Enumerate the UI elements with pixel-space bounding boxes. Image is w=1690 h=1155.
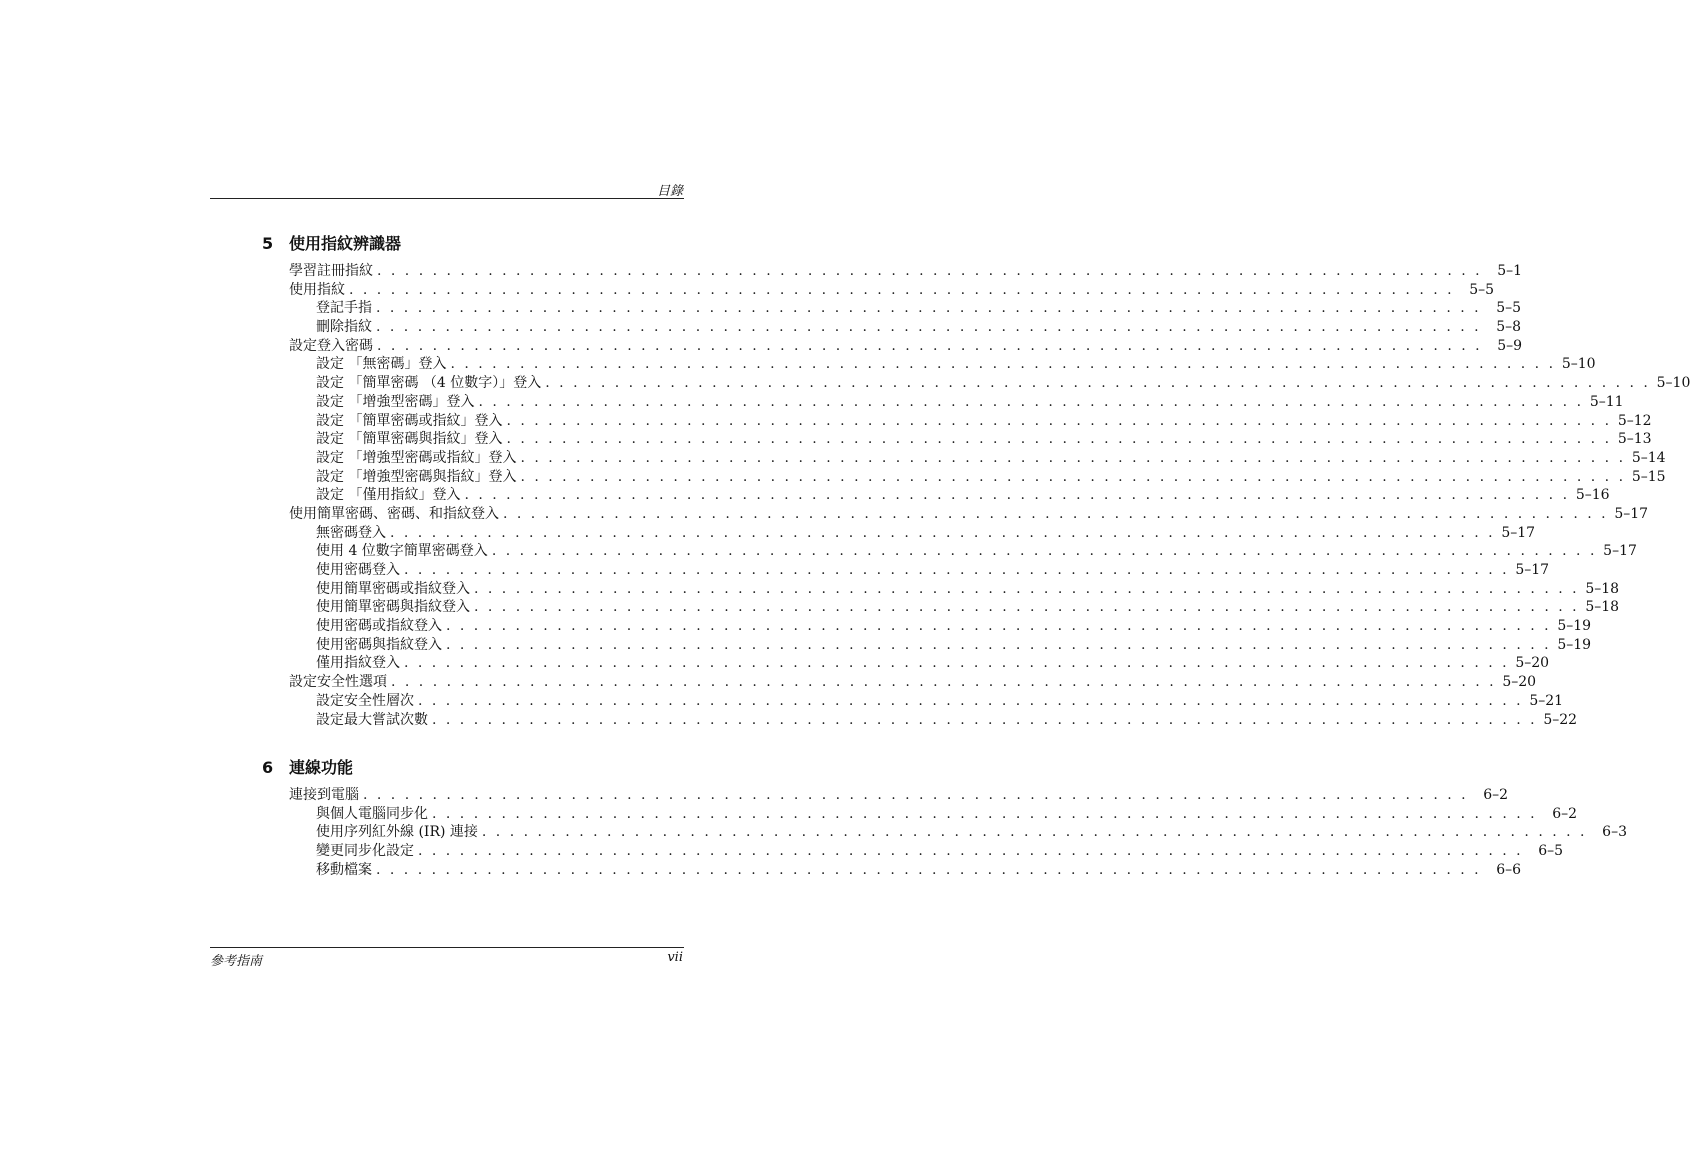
toc-entry-page: 6–3 xyxy=(1587,823,1627,842)
toc-entry-page: 5–16 xyxy=(1570,486,1610,505)
toc-entry-label: 連接到電腦 xyxy=(289,786,363,805)
toc-entry-page: 5–17 xyxy=(1608,505,1648,524)
toc-dot-leader: . . . . . . . . . . . . . . . . . . . . . . . . . . . . . . . . . . . . . . . . . . . . . . . . . . . . . . . . . . . . . . . . . . . . . . . . . . . . . . . . xyxy=(450,356,1556,373)
toc-entry[interactable] xyxy=(262,823,1627,842)
toc-entry[interactable] xyxy=(262,355,1596,374)
toc-entry-label: 變更同步化設定 xyxy=(316,842,418,861)
chapter-number: 6 xyxy=(262,758,274,777)
chapter-heading xyxy=(262,231,684,253)
toc-entry[interactable] xyxy=(262,430,1652,449)
toc-entry[interactable] xyxy=(262,262,1523,281)
toc-entry[interactable] xyxy=(262,786,1509,805)
toc-entry-page: 6–5 xyxy=(1523,842,1563,861)
toc-entry-page: 5–10 xyxy=(1650,374,1690,393)
toc-entry-label: 設定安全性選項 xyxy=(289,673,391,692)
toc-entry[interactable] xyxy=(262,711,1578,730)
toc-entry-page: 5–1 xyxy=(1482,262,1522,281)
toc-entry-page: 5–9 xyxy=(1482,337,1522,356)
toc-dot-leader: . . . . . . . . . . . . . . . . . . . . . . . . . . . . . . . . . . . . . . . . . . . . . . . . . . . . . . . . . . . . . . . . . . . . . . . . . . . . . . . . xyxy=(506,431,1612,448)
toc-entry[interactable] xyxy=(262,524,1536,543)
toc-entry[interactable] xyxy=(262,673,1537,692)
toc-entry-label: 使用密碼登入 xyxy=(316,561,404,580)
toc-entry-page: 5–17 xyxy=(1509,561,1549,580)
toc-entry-page: 5–17 xyxy=(1495,524,1535,543)
toc-dot-leader: . . . . . . . . . . . . . . . . . . . . . . . . . . . . . . . . . . . . . . . . . . . . . . . . . . . . . . . . . . . . . . . . . . . . . . . . . . . . . . . . xyxy=(446,618,1552,635)
toc-entry-label: 設定最大嘗試次數 xyxy=(316,711,432,730)
toc-dot-leader: . . . . . . . . . . . . . . . . . . . . . . . . . . . . . . . . . . . . . . . . . . . . . . . . . . . . . . . . . . . . . . . . . . . . . . . . . . . . . . . . xyxy=(418,692,1524,709)
toc-entry-page: 5–20 xyxy=(1496,673,1536,692)
toc-entry[interactable] xyxy=(262,505,1649,524)
running-header-title: 目錄 xyxy=(656,184,683,199)
toc-entry-label: 無密碼登入 xyxy=(316,524,390,543)
toc-entry-list xyxy=(262,262,1690,729)
toc-entry-page: 5–19 xyxy=(1551,617,1591,636)
header-rule xyxy=(210,198,684,199)
toc-entry-label: 使用密碼與指紋登入 xyxy=(316,636,446,655)
toc-dot-leader: . . . . . . . . . . . . . . . . . . . . . . . . . . . . . . . . . . . . . . . . . . . . . . . . . . . . . . . . . . . . . . . . . . . . . . . . . . . . . . . . xyxy=(491,543,1597,560)
toc-entry-page: 5–17 xyxy=(1597,542,1637,561)
toc-entry-page: 5–20 xyxy=(1509,654,1549,673)
toc-entry[interactable] xyxy=(262,299,1522,318)
toc-dot-leader: . . . . . . . . . . . . . . . . . . . . . . . . . . . . . . . . . . . . . . . . . . . . . . . . . . . . . . . . . . . . . . . . . . . . . . . . . . . . . . . . xyxy=(503,505,1609,522)
chapter-title: 連線功能 xyxy=(289,758,354,777)
chapter-number: 5 xyxy=(262,234,274,253)
toc-entry[interactable] xyxy=(262,598,1620,617)
toc-entry-label: 僅用指紋登入 xyxy=(316,654,404,673)
toc-dot-leader: . . . . . . . . . . . . . . . . . . . . . . . . . . . . . . . . . . . . . . . . . . . . . . . . . . . . . . . . . . . . . . . . . . . . . . . . . . . . . . . . xyxy=(376,319,1482,336)
toc-entry-label: 設定安全性層次 xyxy=(316,692,418,711)
toc-entry-list xyxy=(262,786,1627,879)
toc-entry[interactable] xyxy=(262,805,1578,824)
toc-dot-leader: . . . . . . . . . . . . . . . . . . . . . . . . . . . . . . . . . . . . . . . . . . . . . . . . . . . . . . . . . . . . . . . . . . . . . . . . . . . . . . . . xyxy=(418,843,1524,860)
toc-entry-label: 使用簡單密碼與指紋登入 xyxy=(316,598,474,617)
toc-dot-leader: . . . . . . . . . . . . . . . . . . . . . . . . . . . . . . . . . . . . . . . . . . . . . . . . . . . . . . . . . . . . . . . . . . . . . . . . . . . . . . . . xyxy=(404,562,1510,578)
toc-dot-leader: . . . . . . . . . . . . . . . . . . . . . . . . . . . . . . . . . . . . . . . . . . . . . . . . . . . . . . . . . . . . . . . . . . . . . . . . . . . . . . . . xyxy=(481,824,1587,841)
toc-entry-label: 使用序列紅外線 (IR) 連接 xyxy=(316,823,482,842)
toc-entry-page: 5–18 xyxy=(1579,598,1619,617)
toc-dot-leader: . . . . . . . . . . . . . . . . . . . . . . . . . . . . . . . . . . . . . . . . . . . . . . . . . . . . . . . . . . . . . . . . . . . . . . . . . . . . . . . . xyxy=(432,805,1538,822)
toc-entry-label: 設定 「僅用指紋」登入 xyxy=(316,486,464,505)
toc-dot-leader: . . . . . . . . . . . . . . . . . . . . . . . . . . . . . . . . . . . . . . . . . . . . . . . . . . . . . . . . . . . . . . . . . . . . . . . . . . . . . . . . xyxy=(464,487,1570,504)
toc-entry[interactable] xyxy=(262,486,1610,505)
toc-entry[interactable] xyxy=(262,580,1620,599)
toc-entry-label: 設定 「增強型密碼」登入 xyxy=(316,393,478,412)
toc-dot-leader: . . . . . . . . . . . . . . . . . . . . . . . . . . . . . . . . . . . . . . . . . . . . . . . . . . . . . . . . . . . . . . . . . . . . . . . . . . . . . . . . xyxy=(349,281,1455,298)
chapter-title: 使用指紋辨識器 xyxy=(289,234,402,253)
toc-entry[interactable] xyxy=(262,449,1666,468)
footer-book-title: 參考指南 xyxy=(210,954,263,969)
chapter-section xyxy=(262,231,1690,729)
toc-entry-label: 使用密碼或指紋登入 xyxy=(316,617,446,636)
toc-entry[interactable] xyxy=(262,468,1666,487)
toc-entry[interactable] xyxy=(262,561,1550,580)
toc-entry-label: 設定登入密碼 xyxy=(289,337,377,356)
toc-dot-leader: . . . . . . . . . . . . . . . . . . . . . . . . . . . . . . . . . . . . . . . . . . . . . . . . . . . . . . . . . . . . . . . . . . . . . . . . . . . . . . . . xyxy=(377,337,1483,354)
toc-entry-page: 5–10 xyxy=(1556,355,1596,374)
toc-entry-page: 6–2 xyxy=(1468,786,1508,805)
toc-entry-label: 設定 「簡單密碼與指紋」登入 xyxy=(316,430,506,449)
toc-entry-label: 移動檔案 xyxy=(316,861,376,880)
toc-dot-leader: . . . . . . . . . . . . . . . . . . . . . . . . . . . . . . . . . . . . . . . . . . . . . . . . . . . . . . . . . . . . . . . . . . . . . . . . . . . . . . . . xyxy=(390,524,1496,541)
toc-entry[interactable] xyxy=(262,692,1564,711)
toc-entry-page: 5–21 xyxy=(1523,692,1563,711)
toc-dot-leader: . . . . . . . . . . . . . . . . . . . . . . . . . . . . . . . . . . . . . . . . . . . . . . . . . . . . . . . . . . . . . . . . . . . . . . . . . . . . . . . . xyxy=(506,412,1612,429)
toc-entry-label: 設定 「增強型密碼或指紋」登入 xyxy=(316,449,520,468)
toc-dot-leader: . . . . . . . . . . . . . . . . . . . . . . . . . . . . . . . . . . . . . . . . . . . . . . . . . . . . . . . . . . . . . . . . . . . . . . . . . . . . . . . . xyxy=(391,674,1497,691)
toc-entry-page: 5–12 xyxy=(1612,412,1652,431)
toc-entry-label: 刪除指紋 xyxy=(316,318,376,337)
toc-entry[interactable] xyxy=(262,412,1652,431)
toc-entry-page: 5–5 xyxy=(1454,281,1494,300)
toc-entry[interactable] xyxy=(262,393,1624,412)
toc-entry-page: 5–8 xyxy=(1481,318,1521,337)
toc-entry-label: 使用指紋 xyxy=(289,281,349,300)
toc-entry-page: 6–6 xyxy=(1481,861,1521,880)
toc-entry[interactable] xyxy=(262,337,1523,356)
toc-entry-page: 5–19 xyxy=(1551,636,1591,655)
toc-entry-label: 登記手指 xyxy=(316,299,376,318)
toc-entry-label: 與個人電腦同步化 xyxy=(316,805,432,824)
toc-dot-leader: . . . . . . . . . . . . . . . . . . . . . . . . . . . . . . . . . . . . . . . . . . . . . . . . . . . . . . . . . . . . . . . . . . . . . . . . . . . . . . . . xyxy=(404,655,1510,672)
toc-dot-leader: . . . . . . . . . . . . . . . . . . . . . . . . . . . . . . . . . . . . . . . . . . . . . . . . . . . . . . . . . . . . . . . . . . . . . . . . . . . . . . . . xyxy=(377,263,1483,279)
toc-entry-label: 設定 「增強型密碼與指紋」登入 xyxy=(316,468,520,487)
footer-rule xyxy=(210,947,684,948)
toc-dot-leader: . . . . . . . . . . . . . . . . . . . . . . . . . . . . . . . . . . . . . . . . . . . . . . . . . . . . . . . . . . . . . . . . . . . . . . . . . . . . . . . . xyxy=(446,636,1552,653)
toc-entry[interactable] xyxy=(262,318,1522,337)
toc-entry[interactable] xyxy=(262,654,1550,673)
toc-entry[interactable] xyxy=(262,842,1564,861)
toc-dot-leader: . . . . . . . . . . . . . . . . . . . . . . . . . . . . . . . . . . . . . . . . . . . . . . . . . . . . . . . . . . . . . . . . . . . . . . . . . . . . . . . . xyxy=(363,787,1469,803)
toc-entry-page: 5–22 xyxy=(1537,711,1577,730)
toc-dot-leader: . . . . . . . . . . . . . . . . . . . . . . . . . . . . . . . . . . . . . . . . . . . . . . . . . . . . . . . . . . . . . . . . . . . . . . . . . . . . . . . . xyxy=(376,300,1482,317)
toc-entry[interactable] xyxy=(262,861,1522,880)
toc-entry-label: 使用簡單密碼、密碼、和指紋登入 xyxy=(289,505,503,524)
toc-entry[interactable] xyxy=(262,542,1637,561)
toc-entry-page: 5–11 xyxy=(1584,393,1624,412)
toc-dot-leader: . . . . . . . . . . . . . . . . . . . . . . . . . . . . . . . . . . . . . . . . . . . . . . . . . . . . . . . . . . . . . . . . . . . . . . . . . . . . . . . . xyxy=(474,599,1580,616)
toc-entry-label: 學習註冊指紋 xyxy=(289,262,377,281)
toc-entry-page: 6–2 xyxy=(1537,805,1577,824)
toc-entry-label: 設定 「簡單密碼 （4 位數字）」登入 xyxy=(316,374,545,393)
chapter-section xyxy=(262,755,1627,879)
toc-dot-leader: . . . . . . . . . . . . . . . . . . . . . . . . . . . . . . . . . . . . . . . . . . . . . . . . . . . . . . . . . . . . . . . . . . . . . . . . . . . . . . . . xyxy=(520,449,1626,466)
toc-entry-label: 設定 「簡單密碼或指紋」登入 xyxy=(316,412,506,431)
toc-entry-page: 5–15 xyxy=(1626,468,1666,487)
chapter-heading xyxy=(262,755,684,777)
toc-entry-page: 5–13 xyxy=(1612,430,1652,449)
toc-dot-leader: . . . . . . . . . . . . . . . . . . . . . . . . . . . . . . . . . . . . . . . . . . . . . . . . . . . . . . . . . . . . . . . . . . . . . . . . . . . . . . . . xyxy=(478,393,1584,410)
toc-dot-leader: . . . . . . . . . . . . . . . . . . . . . . . . . . . . . . . . . . . . . . . . . . . . . . . . . . . . . . . . . . . . . . . . . . . . . . . . . . . . . . . . xyxy=(520,468,1626,485)
toc-dot-leader: . . . . . . . . . . . . . . . . . . . . . . . . . . . . . . . . . . . . . . . . . . . . . . . . . . . . . . . . . . . . . . . . . . . . . . . . . . . . . . . . xyxy=(545,375,1651,392)
toc-entry-label: 設定 「無密碼」登入 xyxy=(316,355,450,374)
toc-dot-leader: . . . . . . . . . . . . . . . . . . . . . . . . . . . . . . . . . . . . . . . . . . . . . . . . . . . . . . . . . . . . . . . . . . . . . . . . . . . . . . . . xyxy=(474,580,1580,597)
toc-entry-page: 5–5 xyxy=(1481,299,1521,318)
toc-entry-label: 使用 4 位數字簡單密碼登入 xyxy=(316,542,492,561)
toc-entry[interactable] xyxy=(262,374,1690,393)
toc-dot-leader: . . . . . . . . . . . . . . . . . . . . . . . . . . . . . . . . . . . . . . . . . . . . . . . . . . . . . . . . . . . . . . . . . . . . . . . . . . . . . . . . xyxy=(432,711,1538,728)
toc-entry[interactable] xyxy=(262,281,1495,300)
toc-dot-leader: . . . . . . . . . . . . . . . . . . . . . . . . . . . . . . . . . . . . . . . . . . . . . . . . . . . . . . . . . . . . . . . . . . . . . . . . . . . . . . . . xyxy=(376,861,1482,878)
toc-entry[interactable] xyxy=(262,636,1592,655)
toc-entry-page: 5–14 xyxy=(1626,449,1666,468)
toc-entry-page: 5–18 xyxy=(1579,580,1619,599)
toc-entry[interactable] xyxy=(262,617,1592,636)
toc-entry-label: 使用簡單密碼或指紋登入 xyxy=(316,580,474,599)
footer-page-number: vii xyxy=(667,950,683,965)
